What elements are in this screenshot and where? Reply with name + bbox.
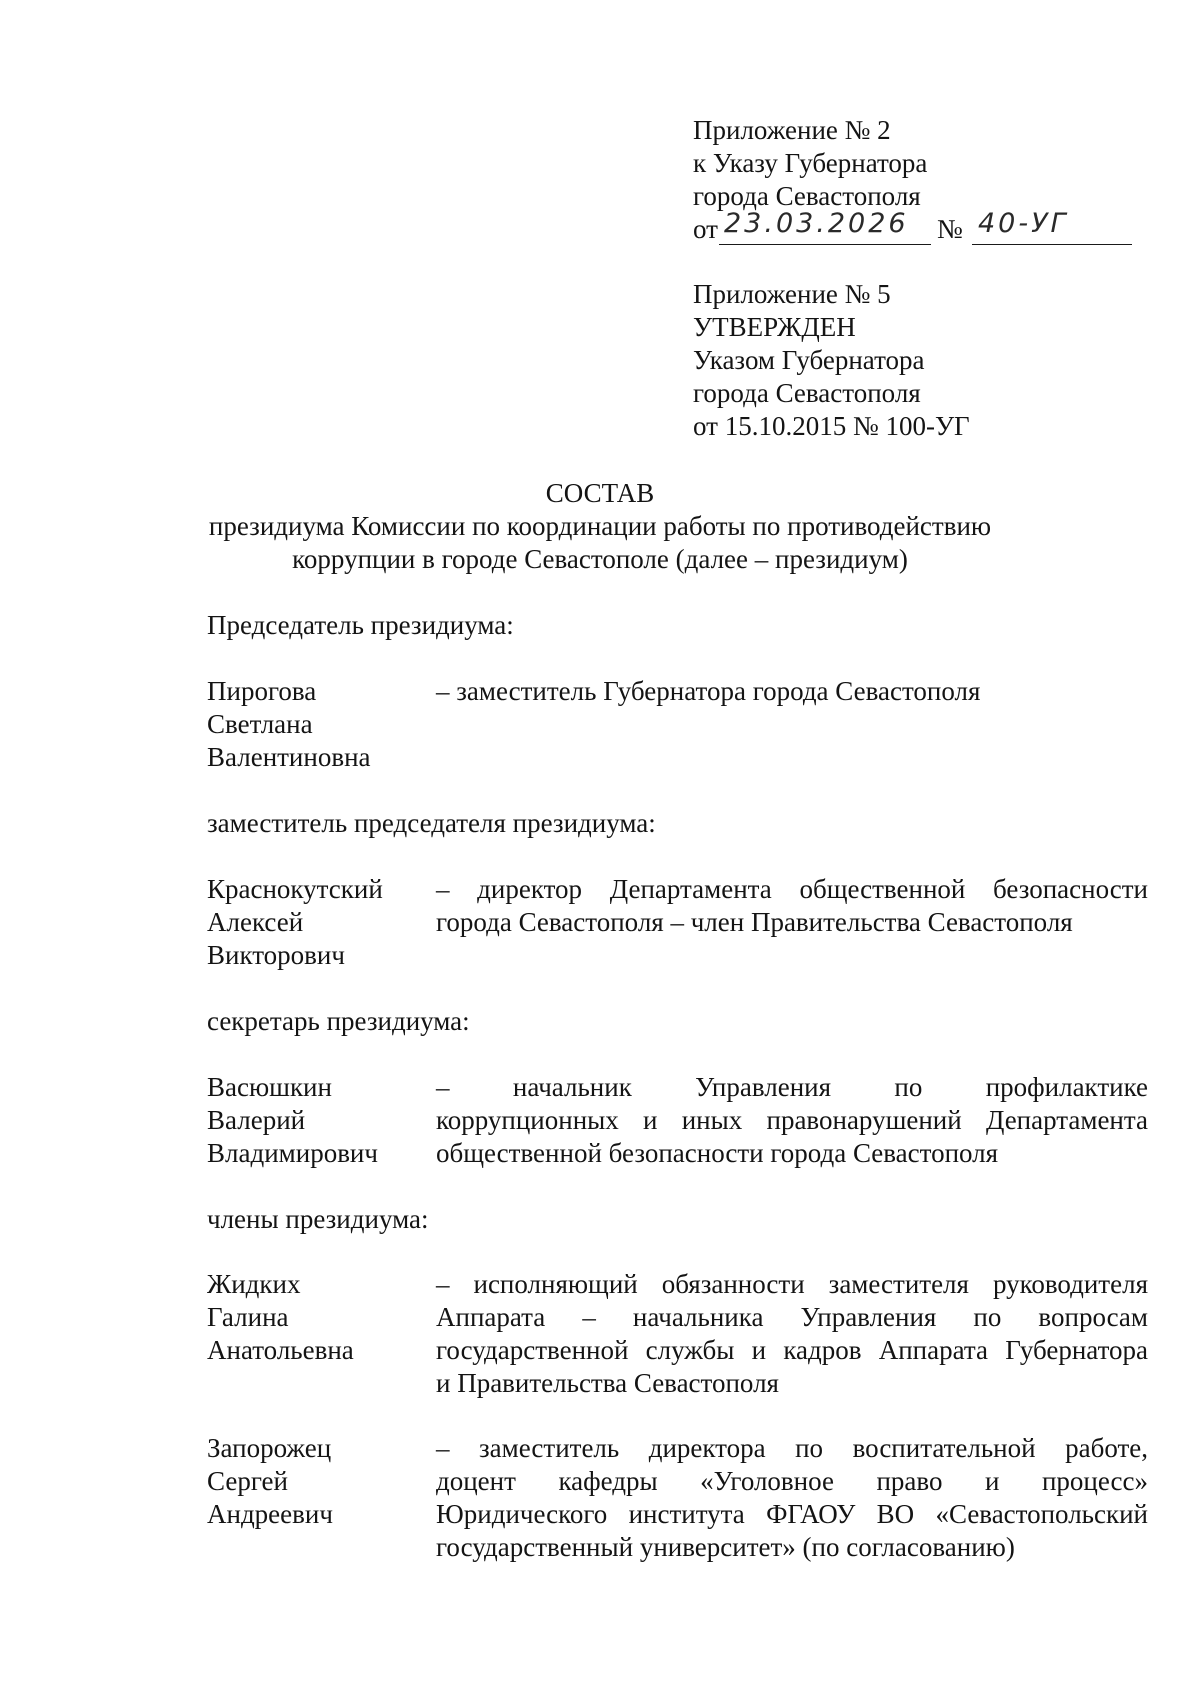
role-line: государственный университет» (по согласованию) xyxy=(436,1532,1015,1562)
section-heading-secretary: секретарь президиума: xyxy=(207,1006,470,1036)
deputy-first-name: Алексей xyxy=(207,907,304,937)
role-line: и Правительства Севастополя xyxy=(436,1368,779,1398)
date-underline xyxy=(719,244,931,245)
secretary-role xyxy=(436,1071,1148,1170)
member-2-role xyxy=(436,1432,1148,1564)
header2-line-2: УТВЕРЖДЕН xyxy=(693,312,856,342)
role-line: государственной службы и кадров Аппарата Губернатора xyxy=(436,1335,1148,1365)
section-heading-members: члены президиума: xyxy=(207,1204,429,1234)
role-line: – исполняющий обязанности заместителя руководителя xyxy=(436,1269,1148,1299)
date-prefix: от xyxy=(693,214,718,244)
document-subtitle-line-2: коррупции в городе Севастополе (далее – президиум) xyxy=(292,544,908,574)
section-heading-deputy: заместитель председателя президиума: xyxy=(207,808,656,838)
role-line: – директор Департамента общественной безопасности xyxy=(436,874,1148,904)
header2-line-3: Указом Губернатора xyxy=(693,345,925,375)
member-1-first-name: Галина xyxy=(207,1302,289,1332)
role-line: – заместитель директора по воспитательной работе, xyxy=(436,1433,1148,1463)
deputy-surname: Краснокутский xyxy=(207,874,383,904)
role-line: доцент кафедры «Уголовное право и процесс» xyxy=(436,1466,1148,1496)
chairman-surname: Пирогова xyxy=(207,676,317,706)
document-title: СОСТАВ xyxy=(545,478,655,508)
deputy-patronymic: Викторович xyxy=(207,940,345,970)
secretary-surname: Васюшкин xyxy=(207,1072,332,1102)
member-2-patronymic: Андреевич xyxy=(207,1499,333,1529)
header2-line-4: города Севастополя xyxy=(693,378,921,408)
role-line: Юридического института ФГАОУ ВО «Севастопольский xyxy=(436,1499,1148,1529)
handwritten-date: 23.03.2026 xyxy=(724,208,909,239)
deputy-role xyxy=(436,873,1148,939)
chairman-patronymic: Валентиновна xyxy=(207,742,371,772)
member-1-surname: Жидких xyxy=(207,1269,301,1299)
number-prefix: № xyxy=(937,214,963,244)
secretary-patronymic: Владимирович xyxy=(207,1138,378,1168)
member-2-first-name: Сергей xyxy=(207,1466,288,1496)
header-line-1: Приложение № 2 xyxy=(693,115,891,145)
header-line-2: к Указу Губернатора xyxy=(693,148,928,178)
document-subtitle-line-1: президиума Комиссии по координации работы по противодействию xyxy=(208,511,992,541)
header2-line-1: Приложение № 5 xyxy=(693,279,891,309)
number-underline xyxy=(972,244,1132,245)
header2-line-5: от 15.10.2015 № 100-УГ xyxy=(693,411,970,441)
role-line: города Севастополя – член Правительства Севастополя xyxy=(436,907,1073,937)
role-line: коррупционных и иных правонарушений Департамента xyxy=(436,1105,1148,1135)
header-line-3: города Севастополя xyxy=(693,181,921,211)
member-1-patronymic: Анатольевна xyxy=(207,1335,354,1365)
role-line: – начальник Управления по профилактике xyxy=(436,1072,1148,1102)
handwritten-number: 40-УГ xyxy=(978,208,1069,239)
role-line: общественной безопасности города Севастополя xyxy=(436,1138,999,1168)
section-heading-chairman: Председатель президиума: xyxy=(207,610,514,640)
chairman-first-name: Светлана xyxy=(207,709,313,739)
member-1-role xyxy=(436,1268,1148,1400)
role-line: – заместитель Губернатора города Севастополя xyxy=(436,676,981,706)
role-line: Аппарата – начальника Управления по вопросам xyxy=(436,1302,1148,1332)
chairman-role xyxy=(436,675,1148,708)
member-2-surname: Запорожец xyxy=(207,1433,332,1463)
secretary-first-name: Валерий xyxy=(207,1105,306,1135)
